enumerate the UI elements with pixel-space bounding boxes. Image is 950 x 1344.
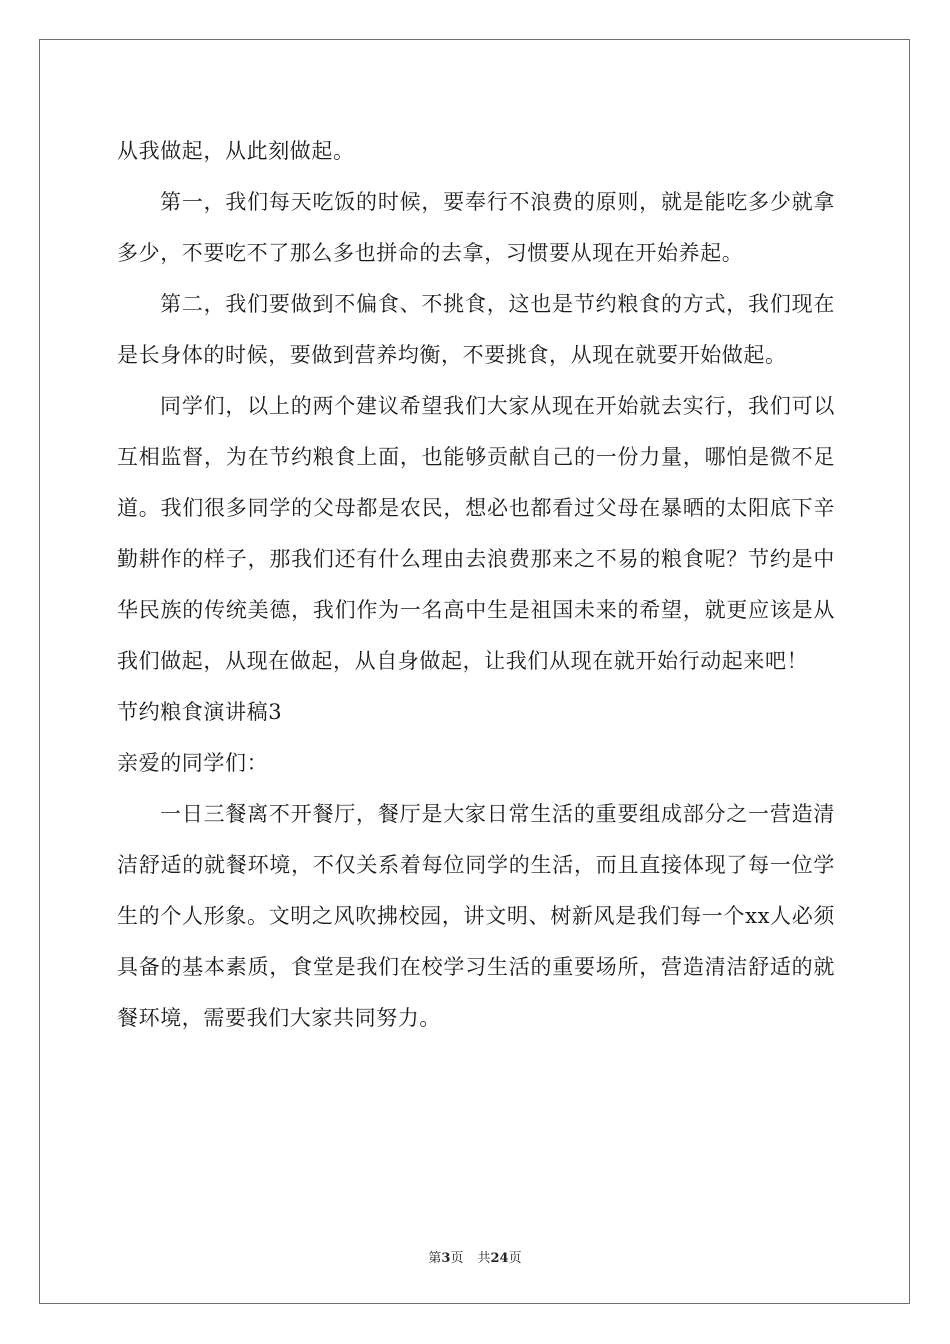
document-body	[117, 126, 835, 1044]
paragraph-appeal: 同学们，以上的两个建议希望我们大家从现在开始就去实行，我们可以互相监督，为在节约粮食上面，也能够贡献自己的一份力量，哪怕是微不足道。我们很多同学的父母都是农民，想必也都看过父母在暴晒的太阳底下辛勤耕作的样子，那我们还有什么理由去浪费那来之不易的粮食呢？节约是中华民族的传统美德，我们作为一名高中生是祖国未来的希望，就更应该是从我们做起，从现在做起，从自身做起，让我们从现在就开始行动起来吧！	[117, 394, 835, 673]
section-title: 节约粮食演讲稿3	[117, 700, 283, 724]
page-suffix: 页	[450, 1251, 464, 1266]
paragraph-first-suggestion: 第一，我们每天吃饭的时候，要奉行不浪费的原则，就是能吃多少就拿多少，不要吃不了那么多也拼命的去拿，习惯要从现在开始养起。	[117, 190, 835, 265]
paragraph-dining-hall: 一日三餐离不开餐厅，餐厅是大家日常生活的重要组成部分之一营造清洁舒适的就餐环境，不仅关系着每位同学的生活，而且直接体现了每一位学生的个人形象。文明之风吹拂校园，讲文明、树新风是我们每一个xx人必须具备的基本素质，食堂是我们在校学习生活的重要场所，营造清洁舒适的就餐环境，需要我们大家共同努力。	[117, 802, 835, 1030]
total-suffix: 页	[508, 1251, 522, 1266]
paragraph-second-suggestion: 第二，我们要做到不偏食、不挑食，这也是节约粮食的方式，我们现在是长身体的时候，要做到营养均衡，不要挑食，从现在就要开始做起。	[117, 292, 835, 367]
salutation: 亲爱的同学们：	[117, 751, 269, 775]
paragraph-continuation: 从我做起，从此刻做起。	[117, 139, 355, 163]
page-footer	[0, 1247, 950, 1266]
total-prefix: 共	[477, 1251, 491, 1266]
current-page-number: 3	[441, 1251, 451, 1266]
page-prefix: 第	[428, 1251, 442, 1266]
total-page-number: 24	[490, 1251, 509, 1266]
